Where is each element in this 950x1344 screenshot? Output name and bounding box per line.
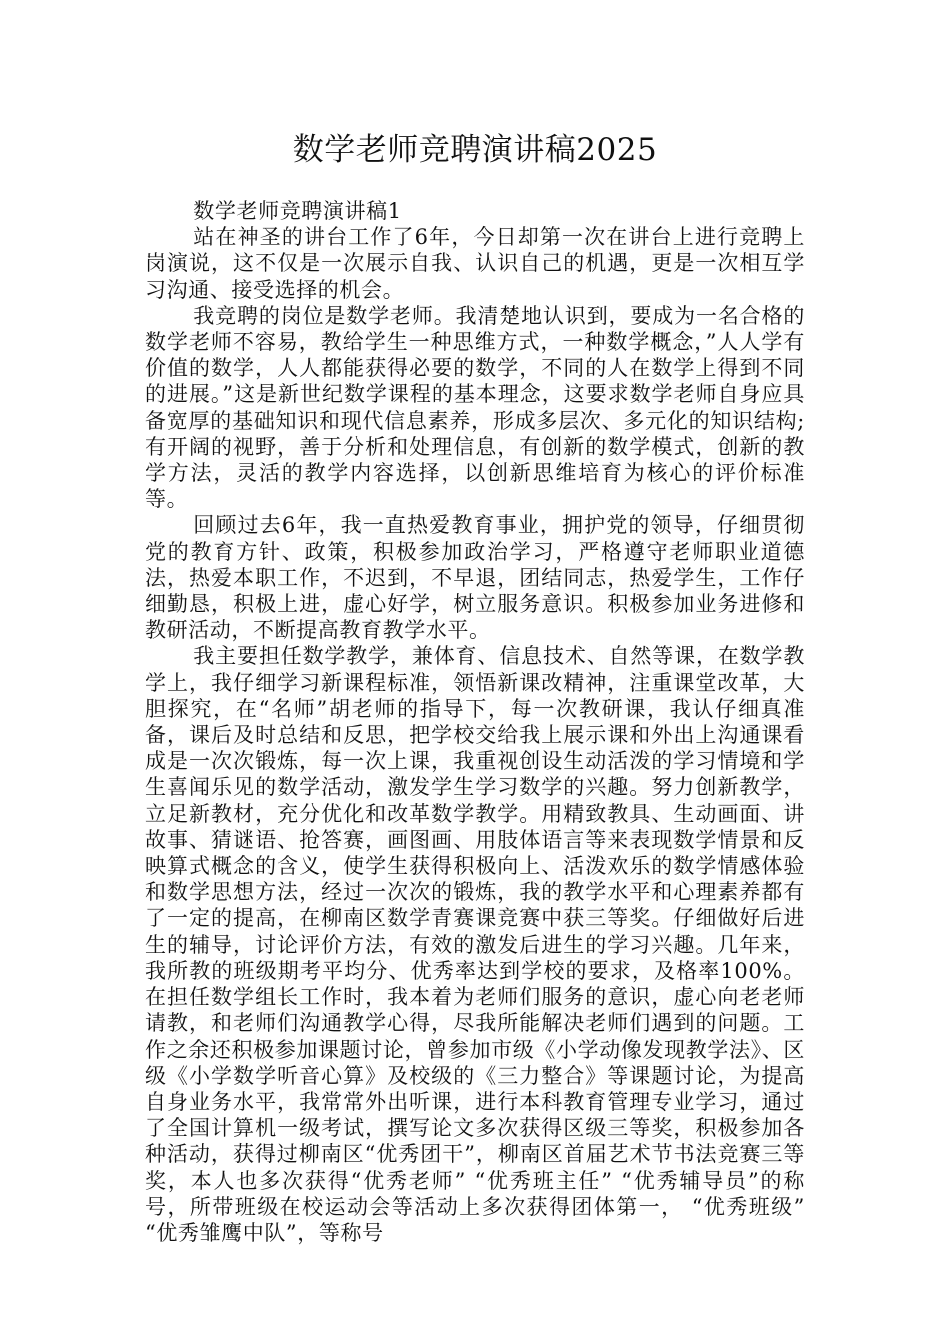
- paragraph-teaching: 我主要担任数学教学，兼体育、信息技术、自然等课，在数学教学上，我仔细学习新课程标准，领悟新课改精神，注重课堂改革，大胆探究，在“名师”胡老师的指导下，每一次教研课，我认仔细真准备，课后及时总结和反思，把学校交给我上展示课和外出上沟通课看成是一次次锻炼，每一次上课，我重视创设生动活泼的学习情境和学生喜闻乐见的数学活动，激发学生学习数学的兴趣。努力创新教学，立足新教材，充分优化和改革数学教学。用精致教具、生动画面、讲故事、猜谜语、抢答赛，画图画、用肢体语言等来表现数学情景和反映算式概念的含义，使学生获得积极向上、活泼欢乐的数学情感体验和数学思想方法，经过一次次的锻炼，我的教学水平和心理素养都有了一定的提高，在柳南区数学青赛课竞赛中获三等奖。仔细做好后进生的辅导，讨论评价方法，有效的激发后进生的学习兴趣。几年来，我所教的班级期考平均分、优秀率达到学校的要求，及格率100%。在担任数学组长工作时，我本着为老师们服务的意识，虚心向老老师请教，和老师们沟通教学心得，尽我所能解决老师们遇到的问题。工作之余还积极参加课题讨论，曾参加市级《小学动像发现教学法》、区级《小学数学听音心算》及校级的《三力整合》等课题讨论，为提高自身业务水平，我常常外出听课，进行本科教育管理专业学习，通过了全国计算机一级考试，撰写论文多次获得区级三等奖，积极参加各种活动，获得过柳南区“优秀团干”，柳南区首届艺术节书法竞赛三等奖，本人也多次获得“优秀老师” “优秀班主任” “优秀辅导员”的称号，所带班级在校运动会等活动上多次获得团体第一， “优秀班级” “优秀雏鹰中队”，等称号: [145, 644, 805, 1245]
- document-body: [145, 198, 805, 1246]
- document-title: 数学老师竞聘演讲稿2025: [292, 132, 658, 168]
- paragraph-intro: 站在神圣的讲台工作了6年，今日却第一次在讲台上进行竞聘上岗演说，这不仅是一次展示自我、认识自己的机遇，更是一次相互学习沟通、接受选择的机会。: [145, 225, 805, 302]
- section-subtitle: 数学老师竞聘演讲稿1: [193, 199, 402, 223]
- paragraph-review: 回顾过去6年，我一直热爱教育事业，拥护党的领导，仔细贯彻党的教育方针、政策，积极参加政治学习，严格遵守老师职业道德法，热爱本职工作，不迟到，不早退，团结同志，热爱学生，工作仔细勤恳，积极上进，虚心好学，树立服务意识。积极参加业务进修和教研活动，不断提高教育教学水平。: [145, 513, 805, 643]
- paragraph-position: 我竞聘的岗位是数学老师。我清楚地认识到，要成为一名合格的数学老师不容易，教给学生一种思维方式，一种数学概念，”人人学有价值的数学，人人都能获得必要的数学，不同的人在数学上得到不同的进展。”这是新世纪数学课程的基本理念，这要求数学老师自身应具备宽厚的基础知识和现代信息素养，形成多层次、多元化的知识结构;有开阔的视野，善于分析和处理信息，有创新的数学模式，创新的教学方法，灵活的教学内容选择，以创新思维培育为核心的评价标准等。: [145, 303, 805, 512]
